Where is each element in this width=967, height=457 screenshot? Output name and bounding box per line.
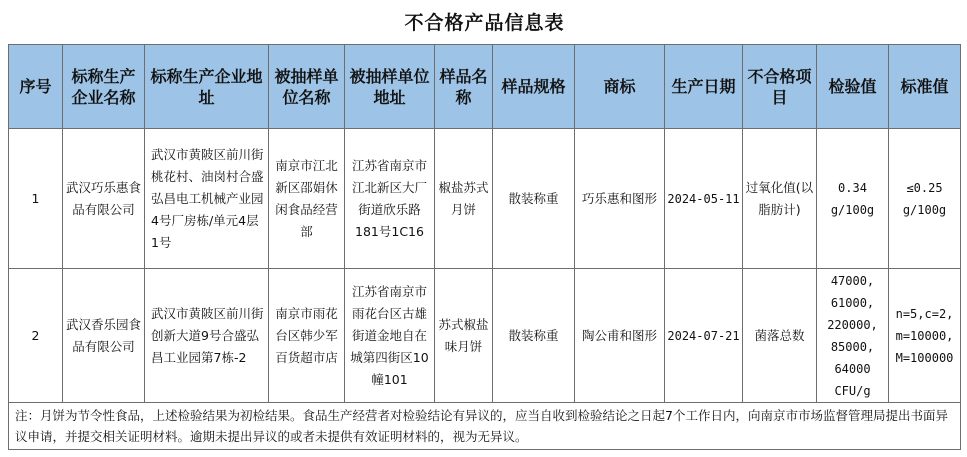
table-row — [9, 129, 961, 269]
cell-standard-value: n=5,c=2, m=10000, M=100000 — [889, 269, 961, 403]
table-note: 注：月饼为节令性食品，上述检验结果为初检结果。食品生产经营者对检验结论有异议的，应当自收到检验结论之日起7个工作日内，向南京市市场监督管理局提出书面异议申请，并提交相关证明材料。逾期未提出异议的或者未提供有效证明材料的，视为无异议。 — [9, 403, 961, 450]
note-row — [9, 403, 961, 450]
header-producer-name: 标称生产企业名称 — [63, 45, 145, 129]
header-production-date: 生产日期 — [665, 45, 743, 129]
cell-index: 1 — [9, 129, 63, 269]
header-producer-address: 标称生产企业地址 — [145, 45, 269, 129]
cell-producer-address: 武汉市黄陂区前川街创新大道9号合盛弘昌工业园第7栋-2 — [145, 269, 269, 403]
cell-brand: 陶公甫和图形 — [575, 269, 665, 403]
cell-production-date: 2024-05-11 — [665, 129, 743, 269]
cell-sampled-unit-address: 江苏省南京市江北新区大厂街道欣乐路181号1C16 — [345, 129, 435, 269]
header-index: 序号 — [9, 45, 63, 129]
header-sample-name: 样品名称 — [435, 45, 493, 129]
header-spec: 样品规格 — [493, 45, 575, 129]
cell-producer-address: 武汉市黄陂区前川街桃花村、油岗村合盛弘昌电工机械产业园4号厂房栋/单元4层1号 — [145, 129, 269, 269]
cell-standard-value: ≤0.25 g/100g — [889, 129, 961, 269]
cell-index: 2 — [9, 269, 63, 403]
cell-production-date: 2024-07-21 — [665, 269, 743, 403]
cell-producer-name: 武汉香乐园食品有限公司 — [63, 269, 145, 403]
header-sampled-unit-name: 被抽样单位名称 — [269, 45, 345, 129]
cell-producer-name: 武汉巧乐惠食品有限公司 — [63, 129, 145, 269]
cell-sampled-unit-name: 南京市雨花台区韩少军百货超市店 — [269, 269, 345, 403]
page-title: 不合格产品信息表 — [404, 12, 565, 34]
cell-sample-name: 椒盐苏式月饼 — [435, 129, 493, 269]
header-test-value: 检验值 — [817, 45, 889, 129]
cell-brand: 巧乐惠和图形 — [575, 129, 665, 269]
cell-failed-item: 过氧化值(以脂肪计) — [743, 129, 817, 269]
cell-sampled-unit-name: 南京市江北新区邵娟休闲食品经营部 — [269, 129, 345, 269]
unqualified-products-table — [8, 44, 961, 450]
table-header-row — [9, 45, 961, 129]
header-brand: 商标 — [575, 45, 665, 129]
cell-spec: 散装称重 — [493, 129, 575, 269]
cell-test-value: 0.34 g/100g — [817, 129, 889, 269]
cell-spec: 散装称重 — [493, 269, 575, 403]
cell-sample-name: 苏式椒盐味月饼 — [435, 269, 493, 403]
header-standard-value: 标准值 — [889, 45, 961, 129]
header-sampled-unit-address: 被抽样单位地址 — [345, 45, 435, 129]
header-failed-item: 不合格项目 — [743, 45, 817, 129]
cell-sampled-unit-address: 江苏省南京市雨花台区古雄街道金地自在城第四街区10幢101 — [345, 269, 435, 403]
cell-test-value: 47000, 61000, 220000, 85000, 64000 CFU/g — [817, 269, 889, 403]
cell-failed-item: 菌落总数 — [743, 269, 817, 403]
table-row — [9, 269, 961, 403]
